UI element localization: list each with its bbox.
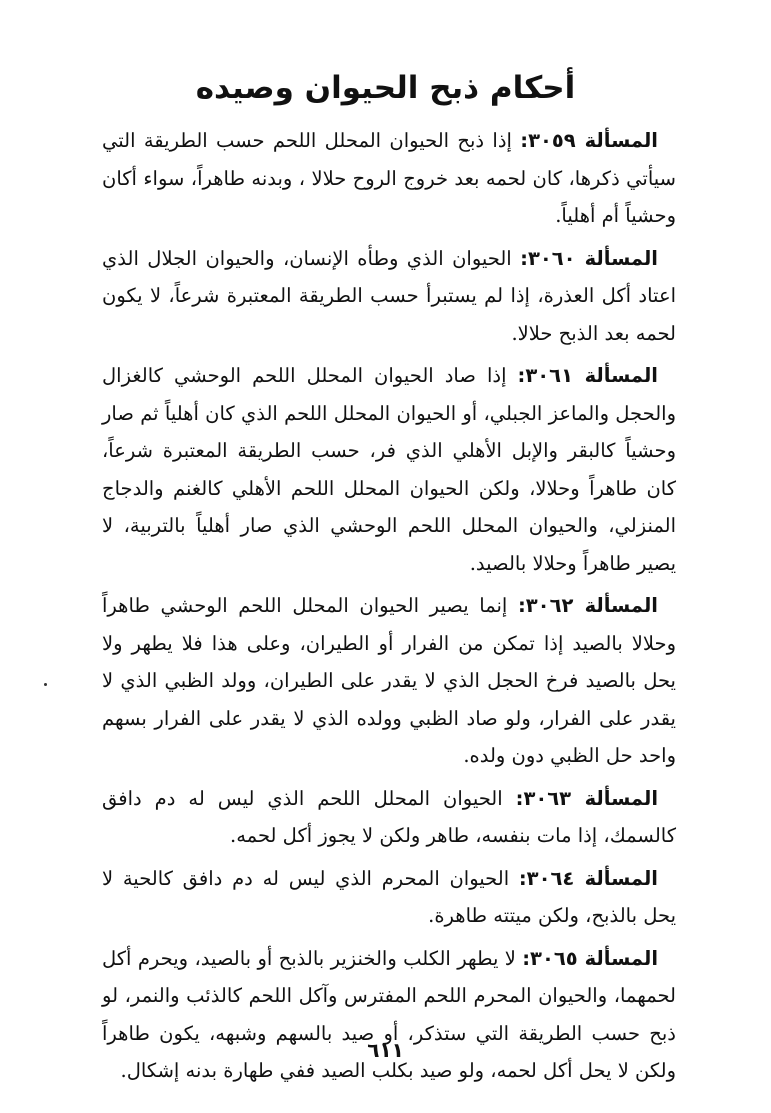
issue-paragraph [102, 587, 676, 775]
issue-paragraph [102, 940, 676, 1090]
page-number: ٦١١ [367, 1038, 404, 1062]
page-body [102, 122, 676, 1095]
issue-label: المسألة ٣٠٦٤: [518, 866, 658, 890]
issue-paragraph [102, 122, 676, 235]
issue-paragraph [102, 780, 676, 855]
issue-label: المسألة ٣٠٦٥: [522, 946, 658, 970]
issue-label: المسألة ٣٠٦٣: [515, 786, 658, 810]
issue-text: إذا صاد الحيوان المحلل اللحم الوحشي كالغزال والحجل والماعز الجبلي، أو الحيوان المحلل اللحم الذي كان أهلياً ثم صار وحشياً كالبقر والإبل الأهلي الذي فر، حسب الطريقة المعتبرة شرعاً، كان طاهراً وحلالا، ولكن الحيوان المحلل اللحم الأهلي كالغنم والدجاج المنزلي، والحيوان المحلل اللحم الوحشي الذي صار أهلياً بالتربية، لا يصير طاهراً وحلالا بالصيد. [102, 364, 676, 575]
issue-label: المسألة ٣٠٦٢: [517, 594, 658, 617]
issue-text: الحيوان المحرم الذي ليس له دم دافق كالحية لا يحل بالذبح، ولكن ميتته طاهرة. [102, 866, 676, 927]
issue-text: إذا ذبح الحيوان المحلل اللحم حسب الطريقة التي سيأتي ذكرها، كان لحمه بعد خروج الروح حلالا ، وبدنه طاهراً، سواء أكان وحشياً أم أهلياً. [102, 129, 676, 227]
issue-text: الحيوان الذي وطأه الإنسان، والحيوان الجلال الذي اعتاد أكل العذرة، إذا لم يستبرأ حسب الطريقة المعتبرة شرعاً، لا يكون لحمه بعد الذبح حلالا. [102, 246, 676, 345]
issue-paragraph [102, 860, 676, 935]
issue-label: المسألة ٣٠٥٩: [520, 129, 658, 152]
issue-paragraph [102, 357, 676, 582]
issue-text: الحيوان المحلل اللحم الذي ليس له دم دافق كالسمك، إذا مات بنفسه، طاهر ولكن لا يجوز أكل لحمه. [102, 786, 676, 847]
issue-label: المسألة ٣٠٦٠: [520, 246, 658, 270]
issue-text: لا يطهر الكلب والخنزير بالذبح أو بالصيد، ويحرم أكل لحمهما، والحيوان المحرم اللحم المفترس وآكل اللحم كالذئب والنمر، لو ذبح حسب الطريقة التي ستذكر، أو صيد بالسهم وشبهه، يكون طاهراً ولكن لا يحل أكل لحمه، ولو صيد بكلب الصيد ففي طهارة بدنه إشكال. [102, 946, 676, 1082]
issue-text: إنما يصير الحيوان المحلل اللحم الوحشي طاهراً وحلالا بالصيد إذا تمكن من الفرار أو الطيران، وعلى هذا فلا يطهر ولا يحل بالصيد فرخ الحجل الذي لا يقدر على الطيران، وولد الظبي الذي لا يقدر على الفرار، ولو صاد الظبي وولده الذي لا يقدر على الفرار بسهم واحد حل الظبي دون ولده. [102, 594, 676, 767]
page-title: أحكام ذبح الحيوان وصيده [195, 70, 576, 106]
issue-label: المسألة ٣٠٦١: [517, 364, 658, 387]
scan-speck [44, 683, 47, 686]
issue-paragraph [102, 240, 676, 353]
